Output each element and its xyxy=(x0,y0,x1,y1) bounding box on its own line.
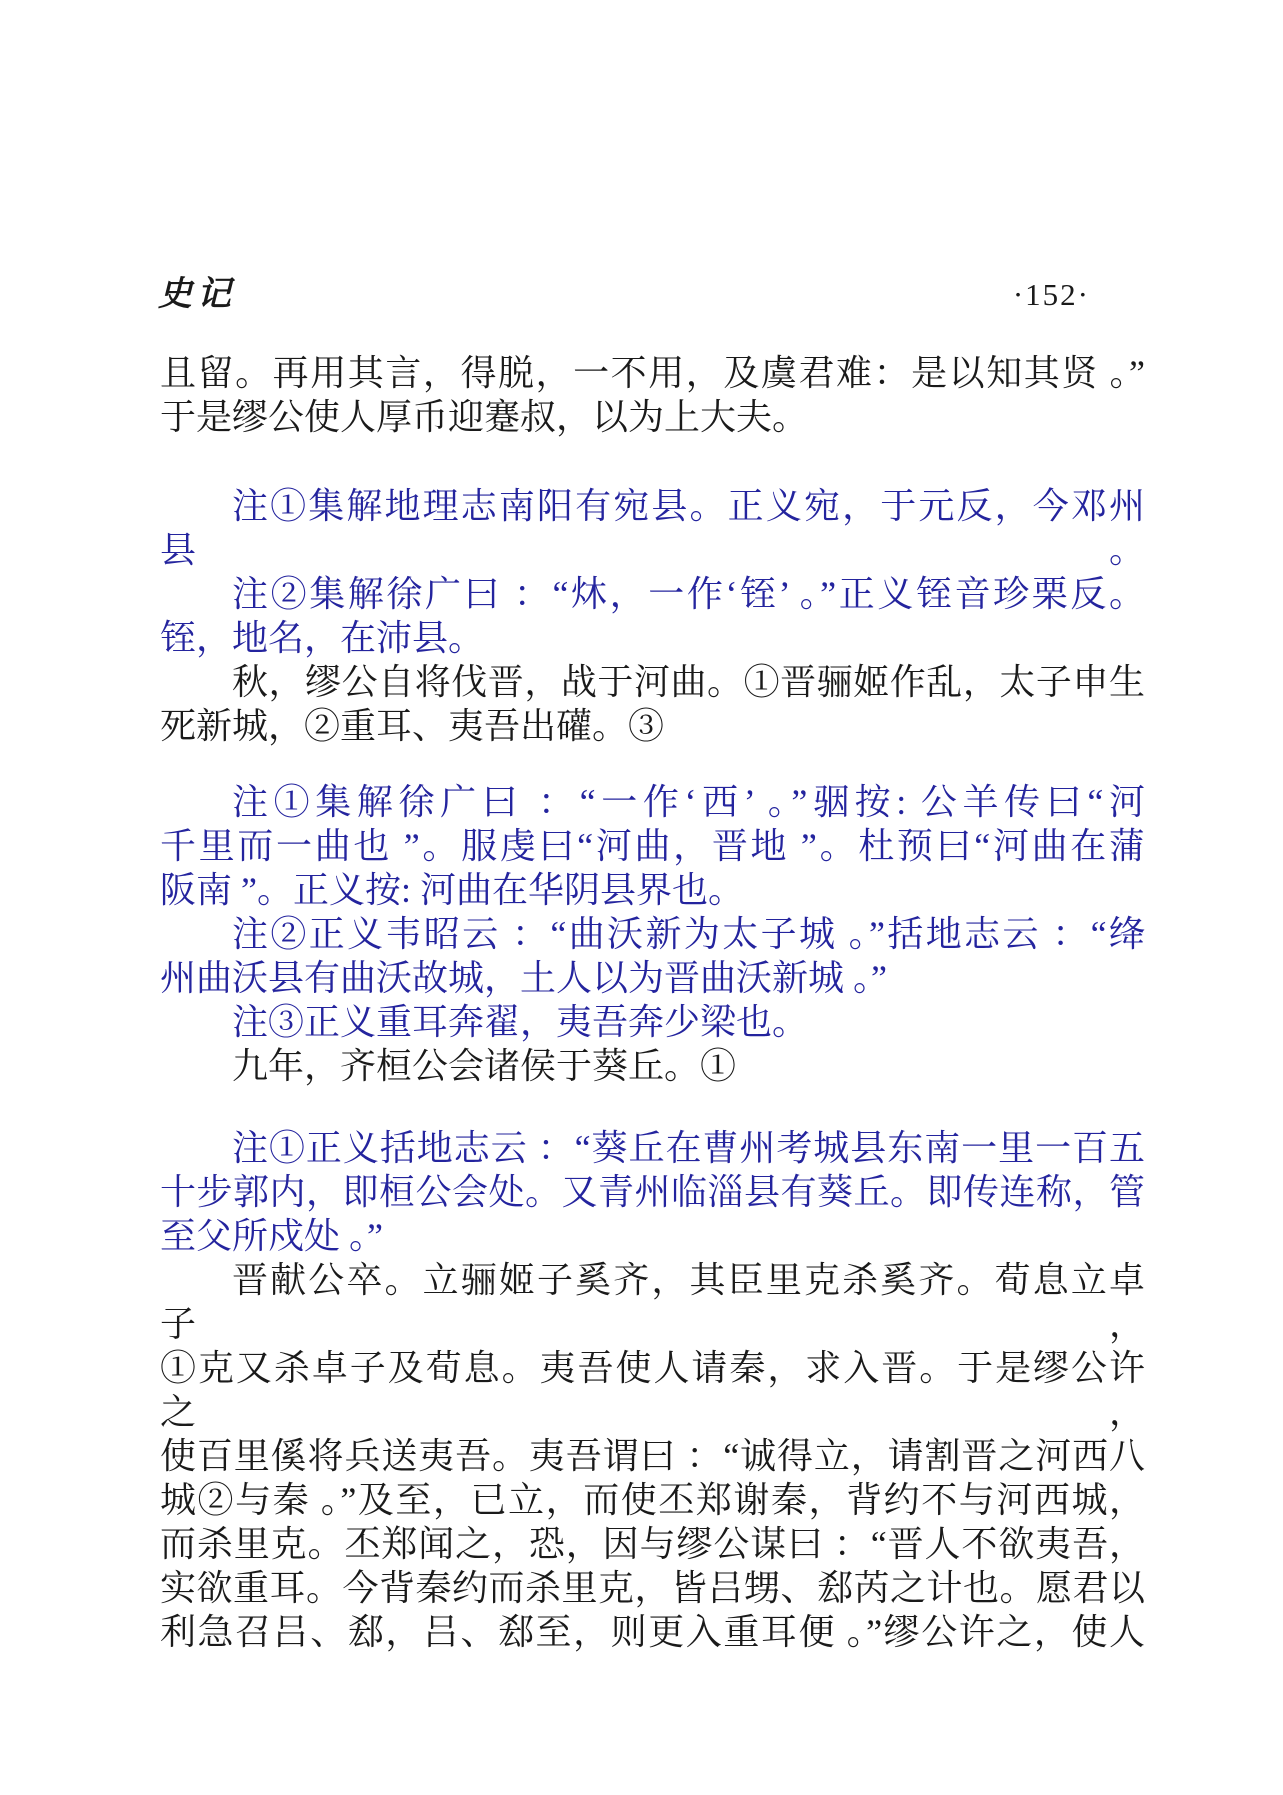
page-number: ·152· xyxy=(1012,277,1090,312)
annotation-line: 注①正义括地志云 ：“葵丘在曹州考城县东南一里一百五 xyxy=(232,1128,1145,1168)
annotation-line: 阪南 ”。正义按: 河曲在华阴县界也。 xyxy=(160,870,744,910)
text-line: 九年，齐桓公会诸侯于葵丘。① xyxy=(232,1046,737,1086)
text-line: 使百里傒将兵送夷吾。夷吾谓曰 ：“诚得立，请割晋之河西八 xyxy=(160,1436,1145,1476)
annotation-line: 州曲沃县有曲沃故城，土人以为晋曲沃新城 。” xyxy=(160,958,887,998)
text-line: 晋献公卒。立骊姬子奚齐，其臣里克杀奚齐。荀息立卓子， xyxy=(160,1260,1145,1344)
annotation-line: 注③正义重耳奔翟，夷吾奔少梁也。 xyxy=(232,1002,809,1042)
annotation-line: 至父所戍处 。” xyxy=(160,1216,383,1256)
page-header xyxy=(158,266,1145,315)
annotation-line: 注②集解徐广曰 ：“炑，一作‘铚’ 。”正义铚音珍栗反。 xyxy=(232,574,1145,614)
annotation-line: 铚，地名，在沛县。 xyxy=(160,618,485,658)
text-line: 而杀里克。丕郑闻之，恐，因与缪公谋曰 ：“晋人不欲夷吾， xyxy=(160,1524,1145,1564)
annotation-line: 注①集解地理志南阳有宛县。正义宛，于元反，今邓州县。 xyxy=(160,486,1145,570)
text-line: ①克又杀卓子及荀息。夷吾使人请秦，求入晋。于是缪公许之， xyxy=(160,1348,1145,1432)
annotation-line: 十步郭内，即桓公会处。又青州临淄县有葵丘。即传连称，管 xyxy=(160,1172,1145,1212)
text-line: 于是缪公使人厚币迎蹇叔，以为上大夫。 xyxy=(160,397,809,437)
text-line: 城②与秦 。”及至，已立，而使丕郑谢秦，背约不与河西城， xyxy=(160,1480,1145,1520)
book-title: 史记 xyxy=(158,276,236,313)
annotation-line: 千里而一曲也 ”。服虔曰“河曲，晋地 ”。杜预曰“河曲在蒲 xyxy=(160,826,1145,866)
annotation-line: 注②正义韦昭云 ：“曲沃新为太子城 。”括地志云 ：“绛 xyxy=(232,914,1145,954)
text-line: 且留。再用其言，得脱，一不用，及虞君难：是以知其贤 。” xyxy=(160,353,1145,393)
text-line: 秋，缪公自将伐晋，战于河曲。①晋骊姬作乱，太子申生 xyxy=(232,662,1145,702)
annotation-line: 注①集解徐广曰 ：“一作‘西’ 。”骃按: 公羊传曰“河 xyxy=(232,782,1145,822)
text-line: 死新城，②重耳、夷吾出礶。③ xyxy=(160,706,665,746)
text-body xyxy=(160,351,1145,1654)
text-line: 利急召吕、郄，吕、郄至，则更入重耳便 。”缪公许之，使人 xyxy=(160,1612,1145,1652)
text-line: 实欲重耳。今背秦约而杀里克，皆吕甥、郄芮之计也。愿君以 xyxy=(160,1568,1145,1608)
